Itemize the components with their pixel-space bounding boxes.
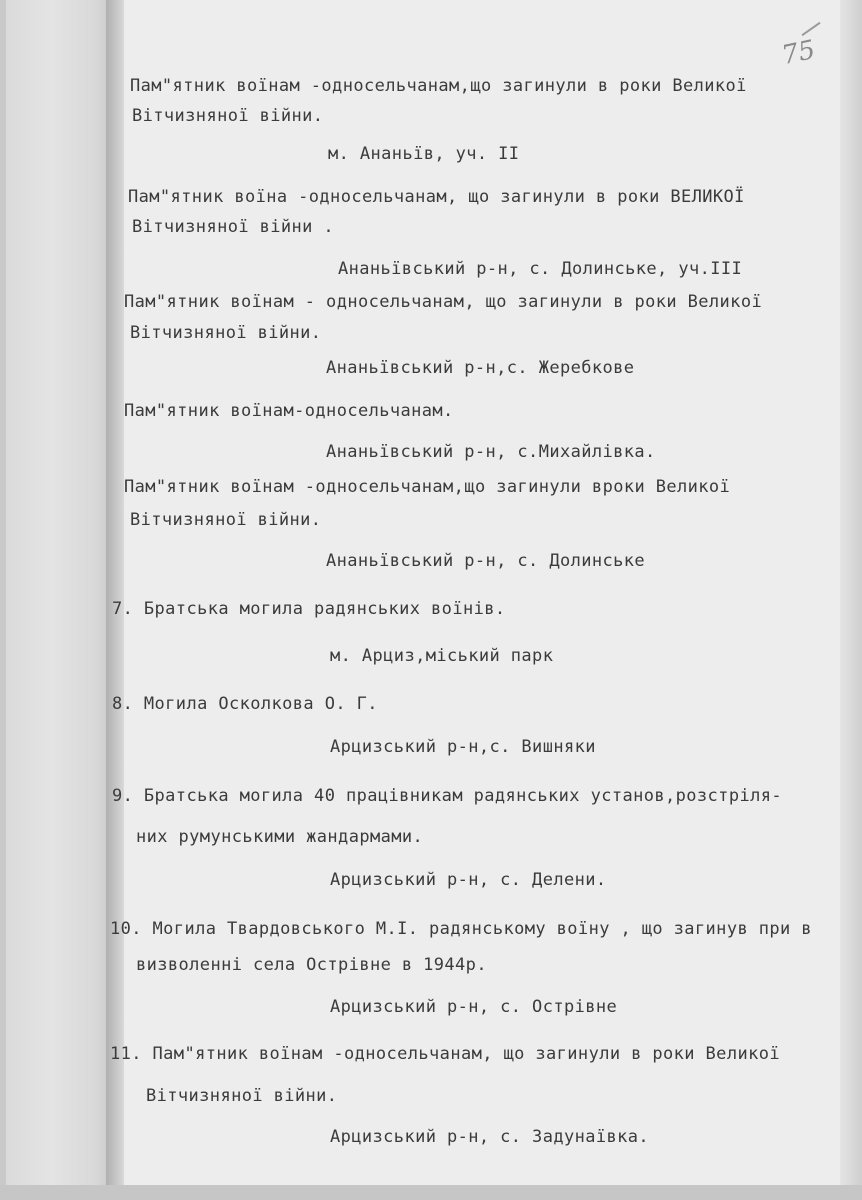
folio-number: 75 bbox=[779, 34, 818, 72]
entry-5-location: Ананьївський р-н, с. Долинське bbox=[326, 551, 646, 571]
entry-1-line-2: Вітчизняної війни. bbox=[132, 106, 324, 126]
entry-2-line-2: Вітчизняної війни . bbox=[132, 217, 335, 237]
entry-3-location: Ананьївський р-н,с. Жеребкове bbox=[326, 358, 635, 378]
page-right-edge bbox=[840, 0, 862, 1200]
entry-8-line-1: 8. Могила Осколкова О. Г. bbox=[112, 694, 378, 714]
entry-11-line-1: 11. Пам"ятник воїнам -односельчанам, що загинули в роки Великої bbox=[110, 1044, 780, 1064]
entry-10-line-1: 10. Могила Твардовського М.І. радянському воїну , що загинув при в bbox=[110, 919, 812, 939]
entry-10-location: Арцизський р-н, с. Острівне bbox=[330, 997, 618, 1017]
entry-9-line-2: них румунськими жандармами. bbox=[136, 827, 424, 847]
entry-8-location: Арцизський р-н,с. Вишняки bbox=[330, 737, 596, 757]
entry-10-line-2: визволенні села Острівне в 1944р. bbox=[136, 955, 487, 975]
entry-11-location: Арцизський р-н, с. Задунаївка. bbox=[330, 1127, 650, 1147]
entry-7-line-1: 7. Братська могила радянських воїнів. bbox=[112, 599, 506, 619]
entry-2-location: Ананьївський р-н, с. Долинське, уч.III bbox=[338, 259, 743, 279]
facing-page-edge bbox=[0, 0, 6, 1200]
entry-1-line-1: Пам"ятник воїнам -односельчанам,що загинули в роки Великої bbox=[130, 76, 747, 96]
entry-3-line-2: Вітчизняної війни. bbox=[130, 323, 322, 343]
entry-5-line-1: Пам"ятник воїнам -односельчанам,що загинули вроки Великої bbox=[124, 477, 731, 497]
entry-9-location: Арцизський р-н, с. Делени. bbox=[330, 870, 607, 890]
entry-9-line-1: 9. Братська могила 40 працівникам радянських установ,розстріля- bbox=[112, 786, 782, 806]
entry-3-line-1: Пам"ятник воїнам - односельчанам, що загинули в роки Великої bbox=[124, 292, 763, 312]
entry-5-line-2: Вітчизняної війни. bbox=[130, 510, 322, 530]
entry-2-line-1: Пам"ятник воїна -односельчанам, що загинули в роки ВЕЛИКОЇ bbox=[128, 187, 745, 207]
entry-1-location: м. Ананьїв, уч. II bbox=[328, 144, 520, 164]
entry-4-line-1: Пам"ятник воїнам-односельчанам. bbox=[124, 401, 454, 421]
entry-4-location: Ананьївський р-н, с.Михайлівка. bbox=[326, 442, 656, 462]
entry-7-location: м. Арциз,міський парк bbox=[330, 646, 554, 666]
entry-11-line-2: Вітчизняної війни. bbox=[146, 1086, 338, 1106]
page-bottom-edge bbox=[0, 1185, 862, 1200]
